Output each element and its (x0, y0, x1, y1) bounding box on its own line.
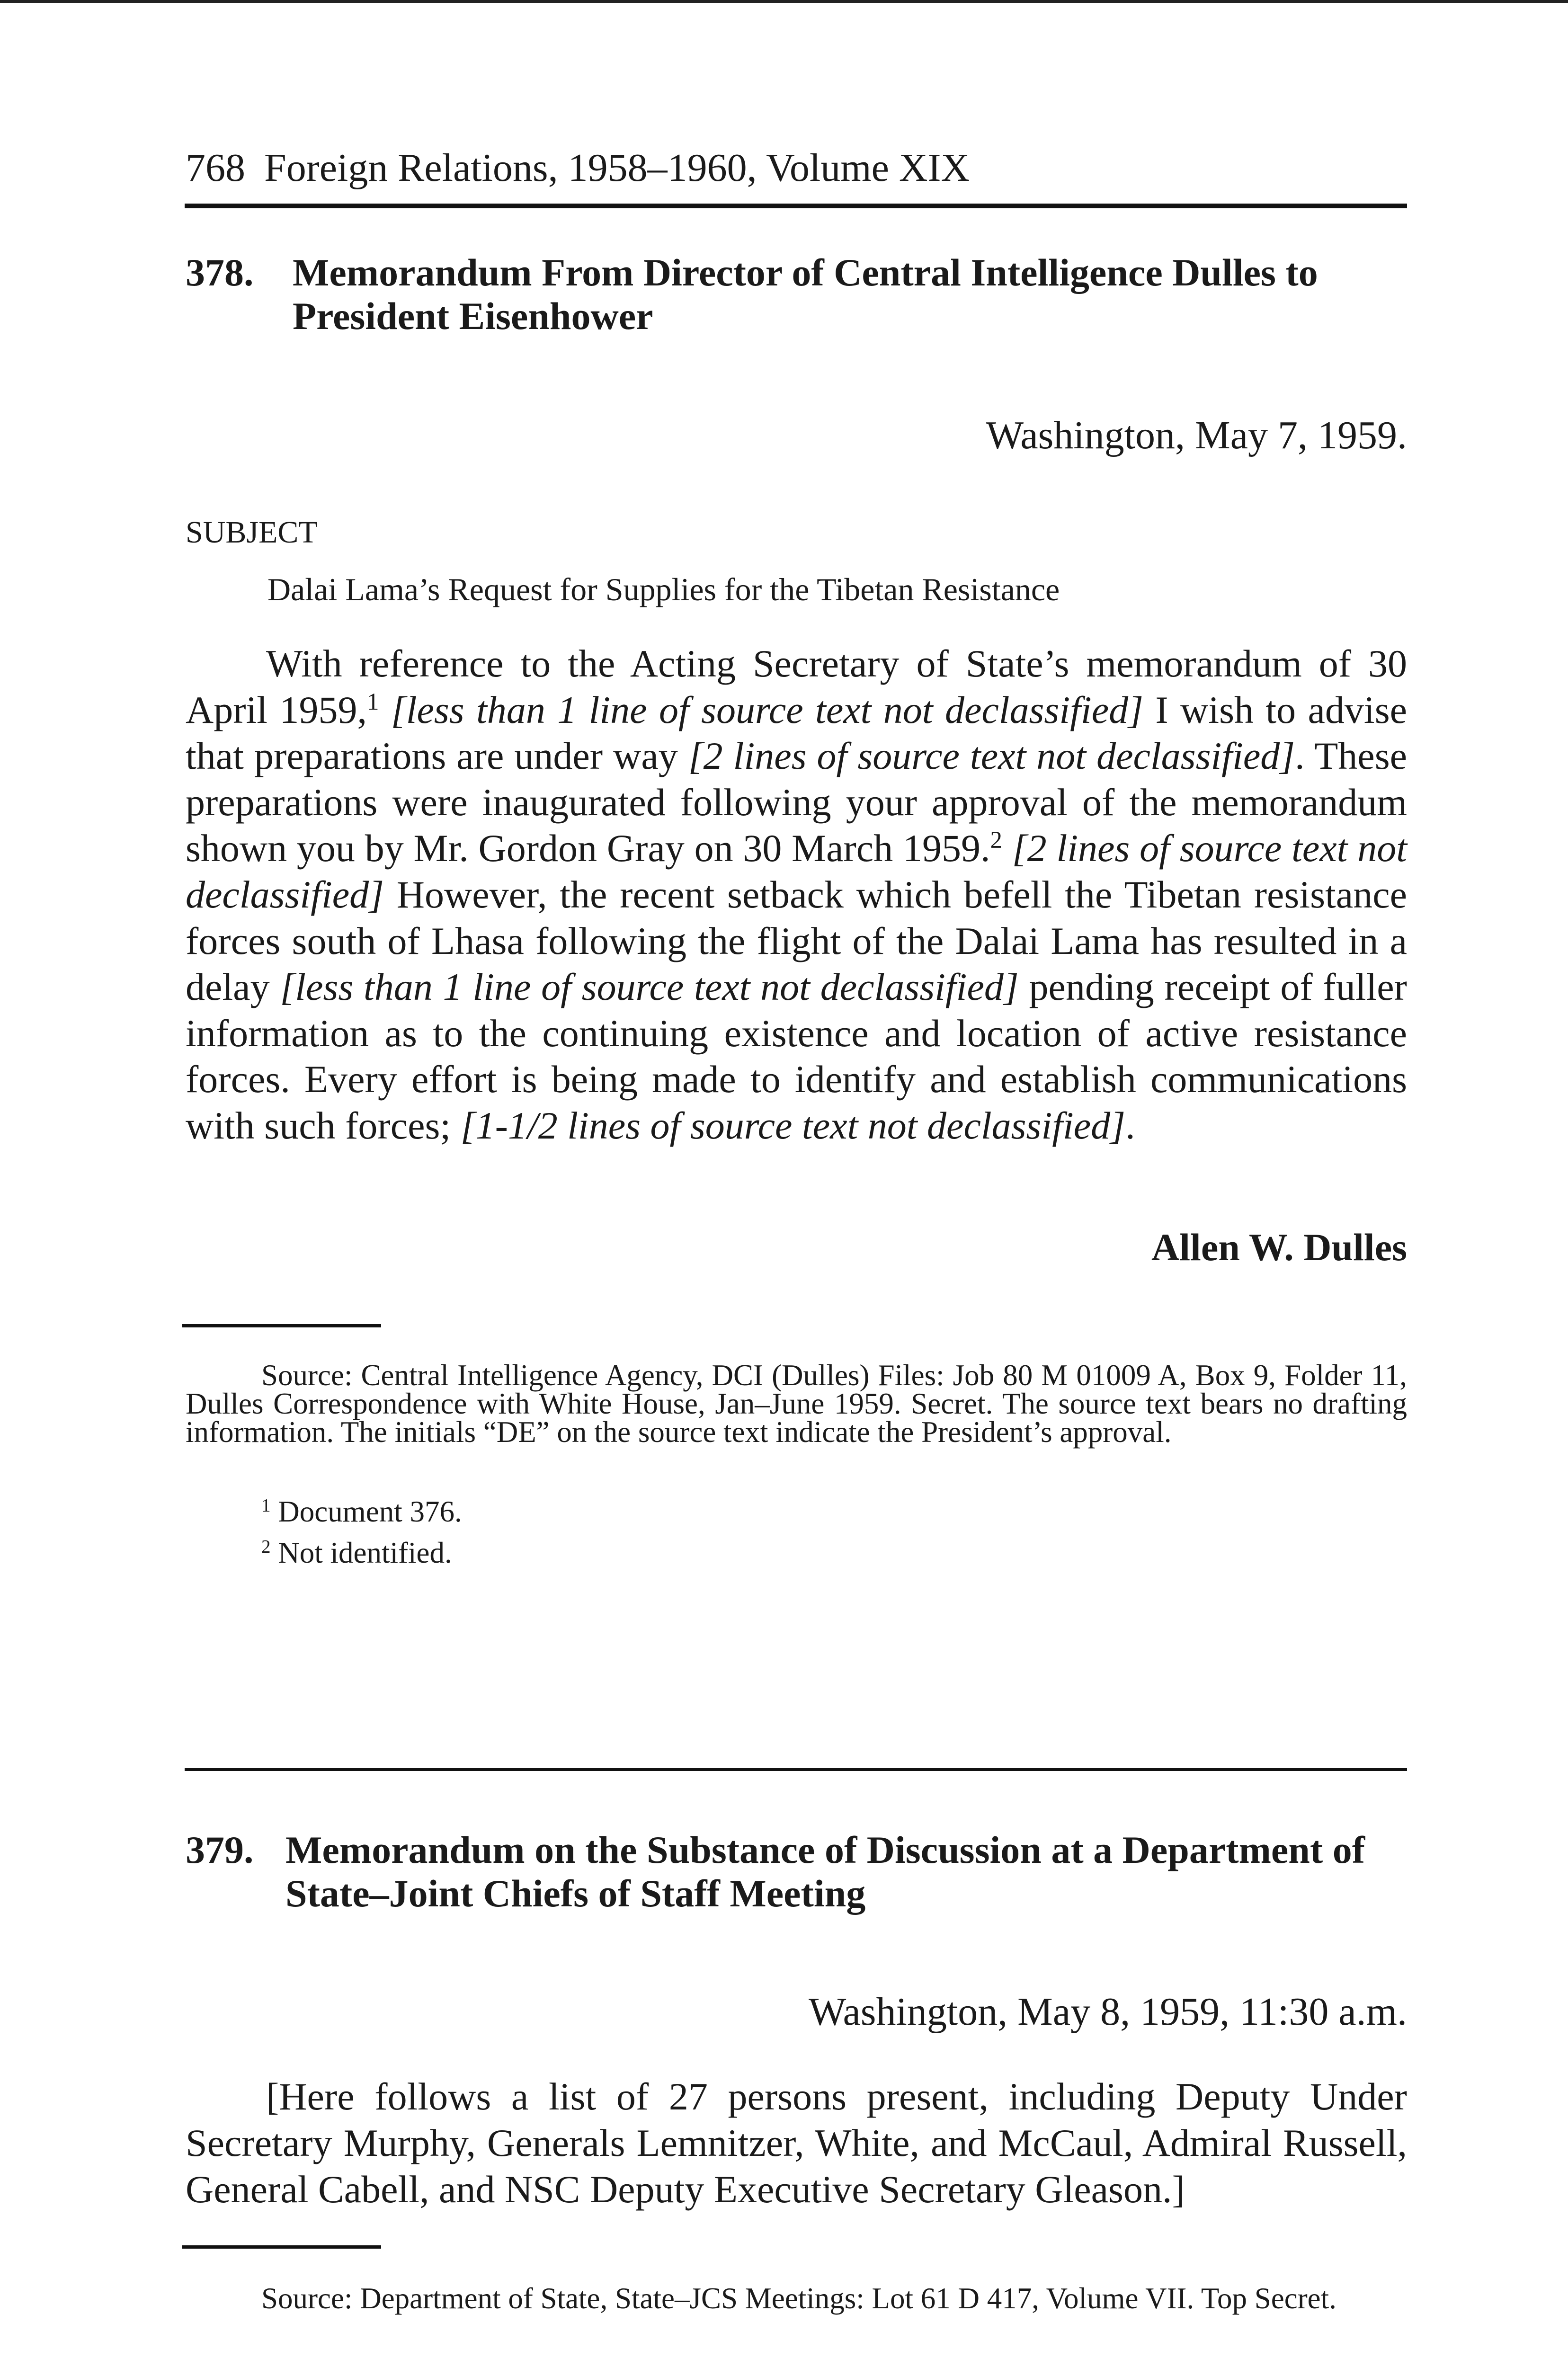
doc-379-body: [Here follows a list of 27 persons present, including Deputy Under Secretary Murphy, Generals Lemnitzer, White, and McCaul, Admiral Russell, General Cabell, and NSC Deputy Executive Secretary Gleason.] (186, 2075, 1407, 2211)
subject-text: Dalai Lama’s Request for Supplies for the Tibetan Resistance (267, 571, 1060, 607)
signature: Allen W. Dulles (1151, 1226, 1407, 1269)
footnote-text: Not identified. (278, 1536, 452, 1569)
doc-379-title: Memorandum on the Substance of Discussion at a Department of State–Joint Chiefs of Staff Meeting (285, 1828, 1365, 1915)
body-text: pending receipt of fuller information as to the continuing existence and location of active resistance forces. Every effort is being made to identify and establish communications with such forces; (186, 965, 1407, 1147)
page-edge-line (0, 0, 1568, 3)
body-text: However, the recent setback which befell the Tibetan resistance forces south of Lhasa following the flight of the Dalai Lama has resulted in a delay (186, 872, 1407, 1009)
footnote-marker: 2 (261, 1536, 271, 1557)
header-rule (185, 204, 1407, 208)
footnote-ref-2: 2 (990, 827, 1002, 854)
footnote-marker: 1 (261, 1495, 271, 1516)
doc-378-dateline: Washington, May 7, 1959. (986, 413, 1407, 457)
footnote-rule (182, 2245, 381, 2249)
footnote-2 (261, 1536, 452, 1569)
doc-378-body (186, 641, 1407, 1149)
doc-378-title: Memorandum From Director of Central Intelligence Dulles to President Eisenhower (293, 251, 1318, 338)
source-footnote: Source: Central Intelligence Agency, DCI (Dulles) Files: Job 80 M 01009 A, Box 9, Folder 11, Dulles Correspondence with White House, Jan–June 1959. Secret. The source text bears no drafting information. The initials “DE” on the source text indicate the President’s approval. (186, 1359, 1407, 1449)
body-text: I wish to advise that preparations are under way (186, 688, 1408, 778)
running-header (186, 142, 1407, 194)
body-text: . (1125, 1103, 1135, 1147)
footnote-1 (261, 1497, 462, 1526)
redaction-note: [2 lines of source text not declassified] (688, 734, 1295, 778)
doc-379-number: 379. (186, 1828, 254, 1871)
redaction-note: [less than 1 line of source text not declassified] (280, 965, 1019, 1009)
footnote-rule (182, 1324, 381, 1327)
doc-379-source-footnote: Source: Department of State, State–JCS Meetings: Lot 61 D 417, Volume VII. Top Secret. (261, 2282, 1336, 2315)
redaction-note: [2 lines of source text not declassified] (186, 827, 1408, 916)
redaction-note: [less than 1 line of source text not declassified] (391, 688, 1144, 731)
footnote-text: Document 376. (278, 1495, 462, 1528)
page-number: 768 (186, 146, 245, 190)
section-divider (185, 1768, 1407, 1771)
body-text: With reference to the Acting Secretary of State’s memorandum of 30 April 1959, (186, 642, 1407, 731)
subject-label: SUBJECT (186, 515, 318, 550)
doc-379-dateline: Washington, May 8, 1959, 11:30 a.m. (808, 1990, 1407, 2034)
running-title: Foreign Relations, 1958–1960, Volume XIX (264, 146, 970, 190)
footnote-ref-1: 1 (366, 688, 379, 715)
doc-378-number: 378. (186, 251, 254, 294)
redaction-note: [1-1/2 lines of source text not declassified] (460, 1103, 1126, 1147)
body-text: . These preparations were inaugurated following your approval of the memorandum shown you by Mr. Gordon Gray on 30 March 1959. (186, 734, 1407, 870)
